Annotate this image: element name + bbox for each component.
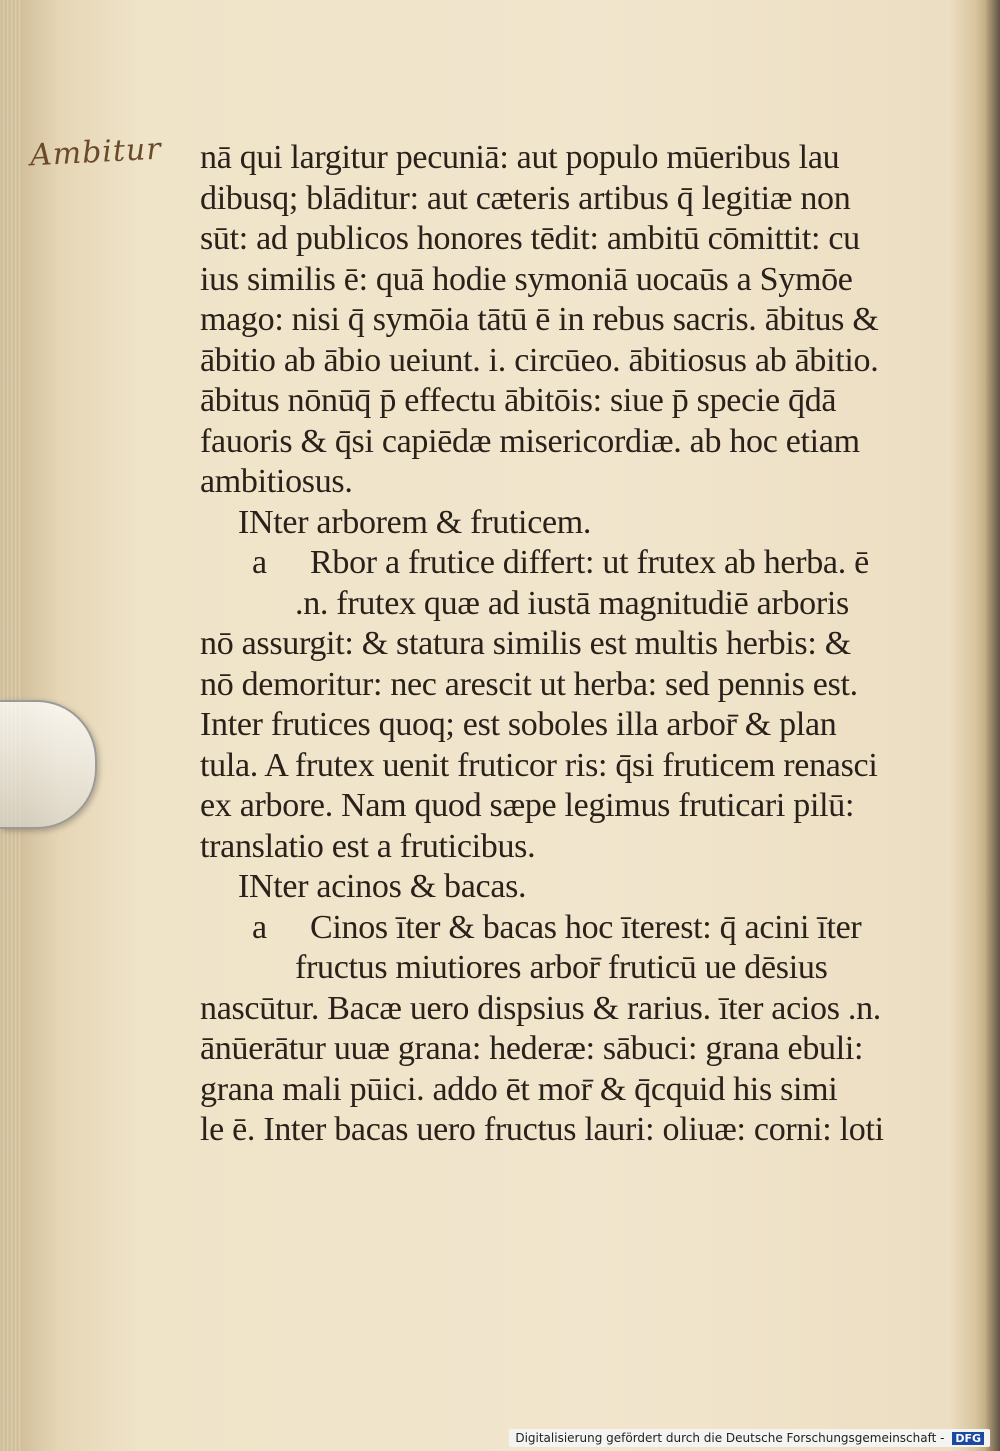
text-line-content: nascūtur. Bacæ uero dispsius & rarius. īter acios .n. (200, 989, 881, 1027)
text-line-content: translatio est a fruticibus. (200, 827, 536, 865)
text-line (200, 948, 900, 989)
text-line-content: ambitiosus. (200, 463, 353, 500)
text-line (200, 1110, 900, 1151)
text-line-content: ābitio ab ābio ueiunt. i. circūeo. ābitiosus ab ābitio. (200, 341, 879, 379)
text-line (200, 462, 900, 503)
text-line (200, 584, 900, 625)
text-line (200, 705, 900, 746)
text-line-content: ānūerātur uuæ grana: hederæ: sābuci: grana ebuli: (200, 1030, 864, 1067)
text-line (200, 422, 900, 463)
text-line-content: sūt: ad publicos honores tēdit: ambitū cōmittit: cu (200, 220, 860, 257)
text-line (200, 219, 900, 260)
text-line (200, 624, 900, 665)
book-gutter (986, 0, 1000, 1451)
text-line-content: Rbor a frutice differt: ut frutex ab herba. ē (310, 544, 869, 581)
text-line-content: INter arborem & fruticem. (238, 503, 592, 541)
text-line (200, 179, 900, 220)
text-line-content: nā qui largitur pecuniā: aut populo mūeribus lau (200, 139, 840, 176)
text-line-content: nō demoritur: nec arescit ut herba: sed pennis est. (200, 665, 858, 703)
text-line-content: INter acinos & bacas. (238, 868, 527, 905)
text-line-content: Cinos īter & bacas hoc īterest: q̄ acini īter (310, 908, 862, 946)
text-line (200, 1029, 900, 1070)
text-line (200, 341, 900, 382)
text-line-content: nō assurgit: & statura similis est multis herbis: & (200, 625, 851, 662)
text-line-content: fructus miutiores arbor̄ fruticū ue dēsius (295, 949, 828, 986)
text-line-content: mago: nisi q̄ symōia tātū ē in rebus sacris. ābitus & (200, 301, 879, 338)
handwritten-margin-note: Ambitur (29, 131, 163, 174)
text-line (200, 381, 900, 422)
text-line (200, 543, 900, 584)
text-line (200, 867, 900, 908)
text-line-content: tula. A frutex uenit fruticor ris: q̄si fruticem renasci (200, 746, 878, 784)
text-line-content: ex arbore. Nam quod sæpe legimus fruticari pilū: (200, 787, 855, 824)
text-line (200, 908, 900, 949)
text-line (200, 827, 900, 868)
text-line-content: .n. frutex quæ ad iustā magnitudiē arboris (295, 584, 849, 622)
text-line-content: ābitus nōnūq̄ p̄ effectu ābitōis: siue p̄ specie q̄dā (200, 382, 837, 419)
page-clip (0, 700, 97, 829)
text-line-content: grana mali pūici. addo ēt mor̄ & q̄cquid his simi (200, 1070, 838, 1108)
text-line (200, 665, 900, 706)
dfg-logo: DFG (952, 1432, 984, 1445)
text-line-content: le ē. Inter bacas uero fructus lauri: oliuæ: corni: loti (200, 1111, 884, 1148)
text-line-content: dibusq; blāditur: aut cæteris artibus q̄ legitiæ non (200, 179, 851, 217)
text-line (200, 1070, 900, 1111)
text-line-content: fauoris & q̄si capiēdæ misericordiæ. ab hoc etiam (200, 422, 860, 460)
initial-letter-guide: a (252, 908, 267, 946)
text-line (200, 138, 900, 179)
printed-text-block (200, 138, 900, 1151)
text-line (200, 746, 900, 787)
text-line-content: Inter frutices quoq; est soboles illa arbor̄ & plan (200, 706, 837, 743)
text-line (200, 300, 900, 341)
text-line (200, 503, 900, 544)
credit-text: Digitalisierung gefördert durch die Deutsche Forschungsgemeinschaft - (515, 1431, 945, 1445)
text-line (200, 260, 900, 301)
digitization-credit (509, 1429, 990, 1447)
text-line-content: ius similis ē: quā hodie symoniā uocaūs a Symōe (200, 260, 853, 298)
text-line (200, 989, 900, 1030)
initial-letter-guide: a (252, 544, 267, 581)
text-line (200, 786, 900, 827)
